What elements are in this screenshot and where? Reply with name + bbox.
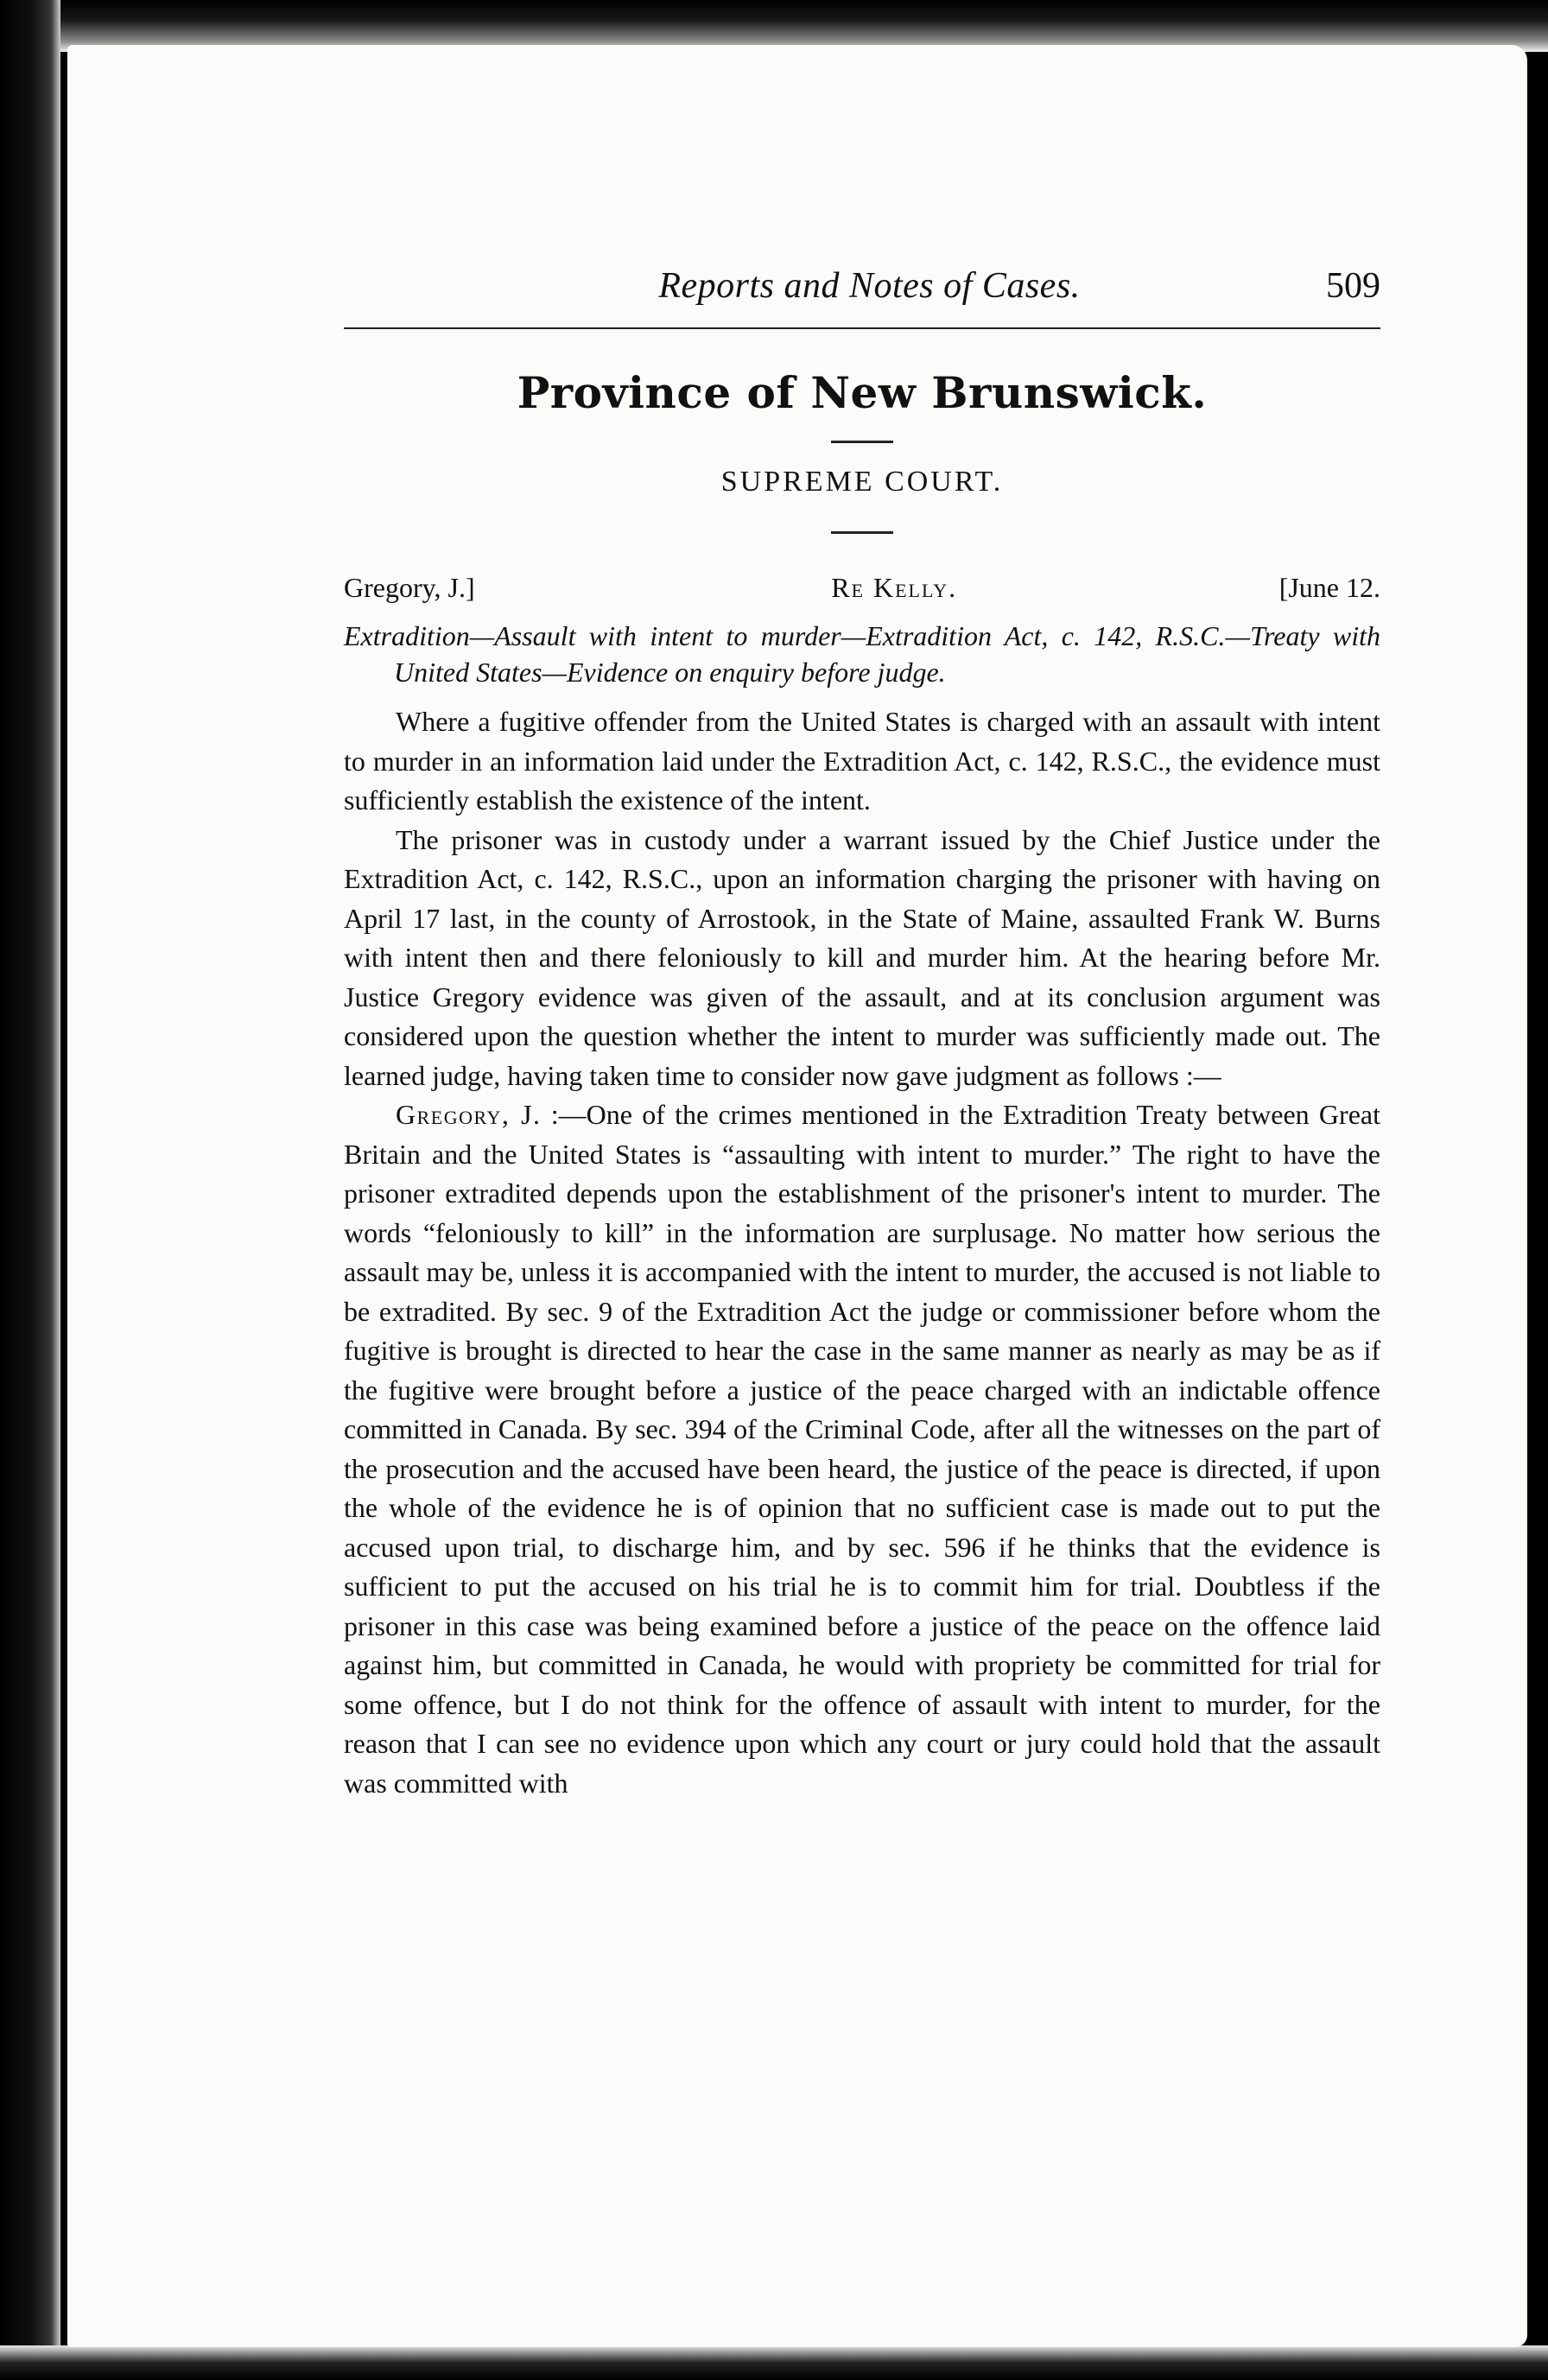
judgment-speaker: Gregory, J. xyxy=(396,1099,542,1130)
case-caption xyxy=(344,572,1380,604)
running-title: Reports and Notes of Cases. xyxy=(658,266,1081,306)
court-heading: SUPREME COURT. xyxy=(720,466,1004,498)
judge-name: Gregory, J.] xyxy=(344,572,475,603)
judgment-paragraph xyxy=(344,1095,1380,1803)
province-heading: Province of New Brunswick. xyxy=(517,367,1208,418)
scan-edge-left xyxy=(0,0,60,2380)
headnote-summary: Where a fugitive offender from the United States is charged with an assault with intent to murder in an information laid under the Extradition Act, c. 142, R.S.C., the evidence must sufficiently establish the existence of the intent. xyxy=(344,706,1380,816)
page-content xyxy=(344,265,1380,1803)
scan-edge-top xyxy=(0,0,1548,52)
running-header xyxy=(344,265,1380,329)
case-date: [June 12. xyxy=(1278,572,1380,603)
scan-edge-bottom xyxy=(0,2345,1548,2380)
page-number: 509 xyxy=(1326,266,1380,306)
facts-paragraph: The prisoner was in custody under a warrant issued by the Chief Justice under the Extradition Act, c. 142, R.S.C., upon an information charging the prisoner with having on April 17 last, in the county of Arrostook, in the State of Maine, assaulted Frank W. Burns with intent then and there feloniously to kill and murder him. At the hearing before Mr. Justice Gregory evidence was given of the assault, and at its conclusion argument was considered upon the question whether the intent to murder was sufficiently made out. The learned judge, having taken time to consider now gave judgment as follows :— xyxy=(344,823,1380,1091)
headnote-catchwords: Extradition—Assault with intent to murder—Extradition Act, c. 142, R.S.C.—Treaty with United States—Evidence on enquiry before judge. xyxy=(344,620,1380,688)
case-name: Re Kelly. xyxy=(831,572,958,603)
divider-rule xyxy=(831,441,893,443)
divider-rule xyxy=(831,531,893,534)
book-page xyxy=(67,45,1527,2347)
judgment-text: :—One of the crimes mentioned in the Extradition Treaty between Great Britain and the United States is “assaulting with intent to murder.” The right to have the prisoner extradited depends upon the establishment of the prisoner's intent to murder. The words “feloniously to kill” in the information are surplusage. No matter how serious the assault may be, unless it is accompanied with the intent to murder, the accused is not liable to be extradited. By sec. 9 of the Extradition Act the judge or commissioner before whom the fugitive is brought is directed to hear the case in the same manner as nearly as may be as if the fugitive were brought before a justice of the peace charged with an indictable offence committed in Canada. By sec. 394 of the Criminal Code, after all the witnesses on the part of the prosecution and the accused have been heard, the justice of the peace is directed, if upon the whole of the evidence he is of opinion that no sufficient case is made out to put the accused upon trial, to discharge him, and by sec. 596 if he thinks that the evidence is sufficient to put the accused on his trial he is to commit him for trial. Doubtless if the prisoner in this case was being examined before a justice of the peace on the offence laid against him, but committed in Canada, he would with propriety be committed for trial for some offence, but I do not think for the offence of assault with intent to murder, for the reason that I can see no evidence upon which any court or jury could hold that the assault was committed with xyxy=(344,1099,1380,1799)
